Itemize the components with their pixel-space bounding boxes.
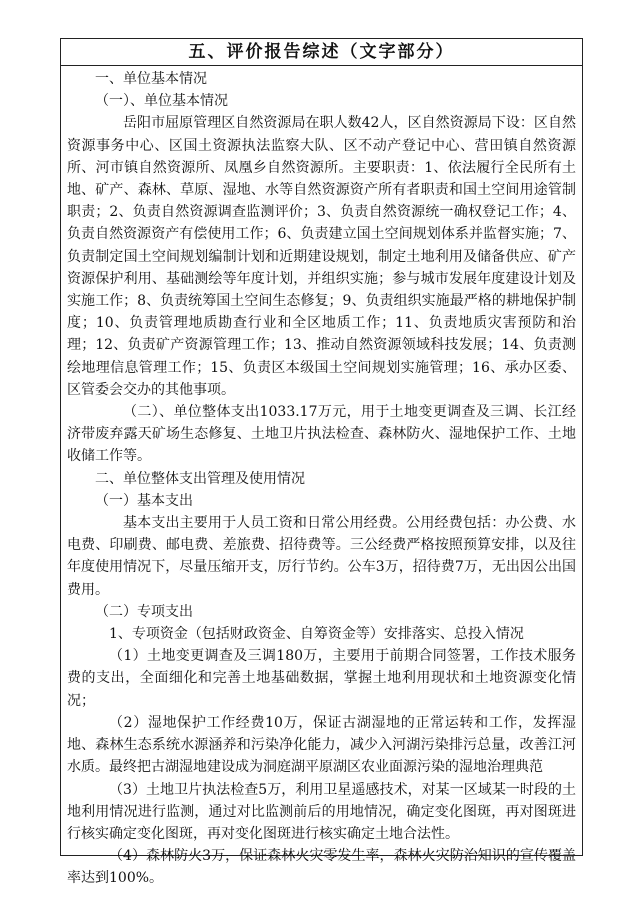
section1-sub1-heading: （一）、单位基本情况 bbox=[95, 93, 228, 110]
section2-heading: 二、单位整体支出管理及使用情况 bbox=[95, 470, 305, 487]
report-body bbox=[61, 66, 582, 890]
section2-sub2-heading: （二）专项支出 bbox=[95, 603, 193, 620]
section1-sub2-body: （二）、单位整体支出1033.17万元，用于土地变更调查及三调、长江经济带废弃露天矿场生态修复、土地卫片执法检查、森林防火、湿地保护工作、土地收储工作等。 bbox=[67, 404, 576, 465]
report-frame bbox=[60, 38, 583, 887]
section1-sub1-body: 岳阳市屈原管理区自然资源局在职人数42人，区自然资源局下设：区自然资源事务中心、区国土资源执法监察大队、区不动产登记中心、营田镇自然资源所、河市镇自然资源所、凤凰乡自然资源所。主要职责：1、依法履行全民所有土地、矿产、森林、草原、湿地、水等自然资源资产所有者职责和国土空间用途管制职责；2、负责自然资源调查监测评价；3、负责自然资源统一确权登记工作；4、负责自然资源资产有偿使用工作；6、负责建立国土空间规划体系并监督实施；7、负责制定国土空间规划编制计划和近期建设规划，制定土地利用及储备供应、矿产资源保护利用、基础测绘等年度计划，并组织实施；参与城市发展年度建设计划及实施工作；8、负责统筹国土空间生态修复；9、负责组织实施最严格的耕地保护制度；10、负责管理地质勘查行业和全区地质工作；11、负责地质灾害预防和治理；12、负责矿产资源管理工作；13、推动自然资源领域科技发展；14、负责测绘地理信息管理工作；15、负责区本级国土空间规划实施管理；16、承办区委、区管委会交办的其他事项。 bbox=[67, 115, 576, 398]
section2-sub1-heading: （一）基本支出 bbox=[95, 492, 193, 509]
section2-sub2-item-heading: 1、专项资金（包括财政资金、自筹资金等）安排落实、总投入情况 bbox=[109, 626, 524, 643]
section2-sub1-body: 基本支出主要用于人员工资和日常公用经费。公用经费包括：办公费、水电费、印刷费、邮电费、差旅费、招待费等。三公经费严格按照预算安排，以及往年度使用情况下，尽量压缩开支，厉行节约。公车3万，招待费7万，无出因公出国费用。 bbox=[67, 515, 576, 598]
report-title: 五、评价报告综述（文字部分） bbox=[61, 39, 582, 66]
expense-item: （2）湿地保护工作经费10万，保证古湖湿地的正常运转和工作，发挥湿地、森林生态系统水源涵养和污染净化能力，减少入河湖污染排污总量，改善江河水质。最终把古湖湿地建设成为洞庭湖平原湖区农业面源污染的湿地治理典范 bbox=[67, 714, 576, 776]
section1-heading: 一、单位基本情况 bbox=[95, 71, 207, 87]
expense-item: （3）土地卫片执法检查5万，利用卫星遥感技术，对某一区域某一时段的土地利用情况进行监测，通过对比监测前后的用地情况，确定变化图斑，再对图斑进行核实确定变化图斑，再对变化图斑进行核实确定土地合法性。 bbox=[67, 781, 576, 842]
expense-item: （1）土地变更调查及三调180万，主要用于前期合同签署，工作技术服务费的支出，全面细化和完善土地基础数据，掌握土地利用现状和土地资源变化情况； bbox=[67, 648, 576, 709]
expense-item: （4）森林防火3万，保证森林火灾零发生率，森林火灾防治知识的宣传覆盖率达到100%。 bbox=[67, 848, 576, 887]
